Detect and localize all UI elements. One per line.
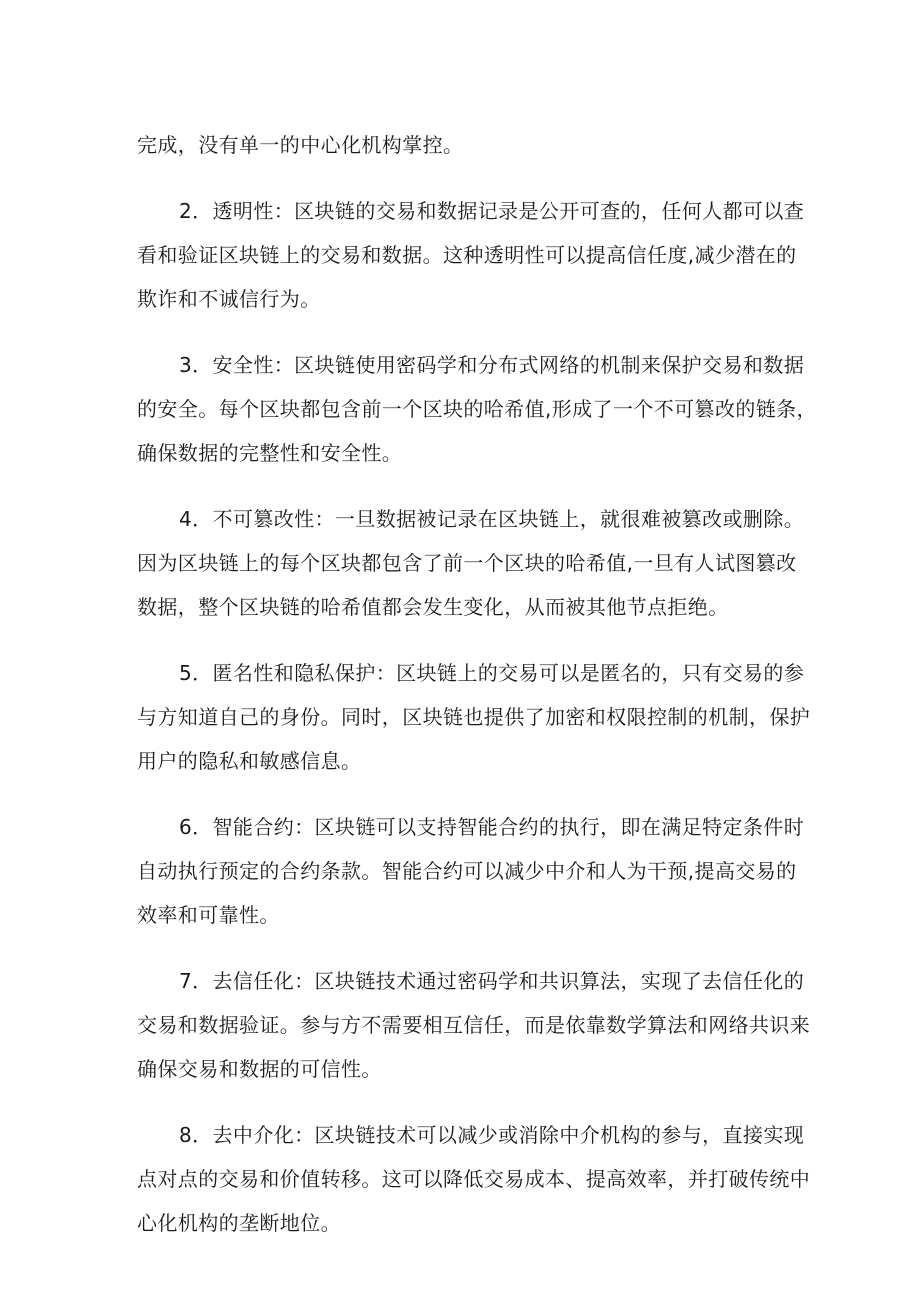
text-line: 7．去信任化：区块链技术通过密码学和共识算法，实现了去信任化的 xyxy=(179,969,805,993)
text-line: 6．智能合约：区块链可以支持智能合约的执行，即在满足特定条件时 xyxy=(179,815,805,839)
paragraph-smart-contracts xyxy=(137,805,805,937)
text-line: 数据，整个区块链的哈希值都会发生变化，从而被其他节点拒绝。 xyxy=(137,595,729,619)
text-line: 8．去中介化：区块链技术可以减少或消除中介机构的参与，直接实现 xyxy=(179,1123,805,1147)
text-line: 效率和可靠性。 xyxy=(137,903,280,927)
paragraph-security xyxy=(137,343,817,475)
paragraph-trustless xyxy=(137,959,811,1091)
paragraph-disintermediation xyxy=(137,1113,811,1245)
paragraph-transparency xyxy=(137,189,805,321)
document-body xyxy=(137,123,817,1245)
paragraph-continuation xyxy=(137,123,802,167)
text-line: 点对点的交易和价值转移。这可以降低交易成本、提高效率，并打破传统中 xyxy=(137,1167,811,1191)
text-line: 完成，没有单一的中心化机构掌控。 xyxy=(137,133,464,157)
text-line: 与方知道自己的身份。同时，区块链也提供了加密和权限控制的机制，保护 xyxy=(137,705,811,729)
text-line: 因为区块链上的每个区块都包含了前一个区块的哈希值,一旦有人试图篡改 xyxy=(137,551,797,575)
text-line: 看和验证区块链上的交易和数据。这种透明性可以提高信任度,减少潜在的 xyxy=(137,243,797,267)
text-line: 4．不可篡改性：一旦数据被记录在区块链上，就很难被篡改或删除。 xyxy=(179,507,805,531)
text-line: 的安全。每个区块都包含前一个区块的哈希值,形成了一个不可篡改的链条， xyxy=(137,397,817,421)
text-line: 5．匿名性和隐私保护：区块链上的交易可以是匿名的，只有交易的参 xyxy=(179,661,805,685)
text-line: 交易和数据验证。参与方不需要相互信任，而是依靠数学算法和网络共识来 xyxy=(137,1013,811,1037)
paragraph-immutability xyxy=(137,497,805,629)
text-line: 确保数据的完整性和安全性。 xyxy=(137,441,403,465)
paragraph-anonymity xyxy=(137,651,811,783)
text-line: 用户的隐私和敏感信息。 xyxy=(137,749,362,773)
text-line: 心化机构的垄断地位。 xyxy=(137,1211,341,1235)
text-line: 2．透明性：区块链的交易和数据记录是公开可查的，任何人都可以查 xyxy=(179,199,805,223)
text-line: 3．安全性：区块链使用密码学和分布式网络的机制来保护交易和数据 xyxy=(179,353,805,377)
text-line: 欺诈和不诚信行为。 xyxy=(137,287,321,311)
text-line: 自动执行预定的合约条款。智能合约可以减少中介和人为干预,提高交易的 xyxy=(137,859,797,883)
text-line: 确保交易和数据的可信性。 xyxy=(137,1057,382,1081)
